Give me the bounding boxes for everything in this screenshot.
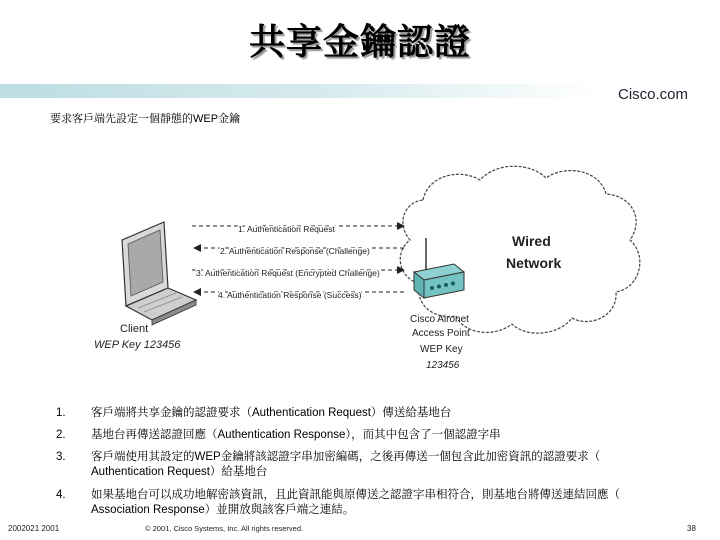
message-label-2: 2. Authentication Response (Challenge) xyxy=(220,246,370,256)
ap-label-line1: Cisco Aironet xyxy=(410,314,469,325)
message-arrow-3 xyxy=(192,268,404,278)
ap-label-line3: WEP Key xyxy=(420,344,463,355)
step-text: 基地台再傳送認證回應（Authentication Response），而其中包含了一個認證字串 xyxy=(91,429,501,441)
step-text-continued: Association Response）並開放與該客戶端之連結。 xyxy=(91,504,355,516)
slide-title: 共享金鑰認證 xyxy=(248,21,471,63)
message-label-3: 3. Authentication Request (Encrypted Challenge) xyxy=(196,268,380,278)
footer-date: 2002021 2001 xyxy=(8,524,60,533)
client-wep-key-label: WEP Key 123456 xyxy=(94,339,181,351)
step-number: 3. xyxy=(56,451,66,463)
step-number: 1. xyxy=(56,407,66,419)
message-arrow-4 xyxy=(194,290,404,300)
message-label-4: 4. Authentication Response (Success) xyxy=(218,290,362,300)
laptop-client-icon xyxy=(122,222,196,325)
cloud-label-network: Network xyxy=(506,255,562,271)
message-arrow-2 xyxy=(194,246,404,256)
client-label: Client xyxy=(120,323,149,335)
wired-network-cloud-icon xyxy=(400,166,640,333)
step-text-continued: Authentication Request）給基地台 xyxy=(91,466,268,478)
step-text: 客戶端使用其設定的WEP金鑰將該認證字串加密編碼，之後再傳送一個包含此加密資訊的認證要求（ xyxy=(91,451,601,463)
ap-label-line4: 123456 xyxy=(426,360,460,371)
step-number: 2. xyxy=(56,429,66,441)
footer-copyright: © 2001, Cisco Systems, Inc. All rights reserved. xyxy=(145,524,304,533)
intro-text: 要求客戶端先設定一個靜態的WEP金鑰 xyxy=(50,113,241,125)
ap-label-line2: Access Point xyxy=(412,328,470,339)
header-gradient-bar xyxy=(0,84,600,98)
message-arrow-1 xyxy=(192,224,404,234)
step-number: 4. xyxy=(56,489,66,501)
brand-logo-text: Cisco.com xyxy=(618,86,689,103)
step-text: 如果基地台可以成功地解密該資訊，且此資訊能與原傳送之認證字串相符合，則基地台將傳送連結回應（ xyxy=(91,489,620,501)
message-label-1: 1. Authentication Request xyxy=(238,224,335,234)
cloud-label-wired: Wired xyxy=(512,233,551,249)
shared-key-auth-diagram xyxy=(88,160,648,390)
page-number: 38 xyxy=(687,524,696,533)
step-text: 客戶端將共享金鑰的認證要求（Authentication Request）傳送給基地台 xyxy=(91,407,452,419)
